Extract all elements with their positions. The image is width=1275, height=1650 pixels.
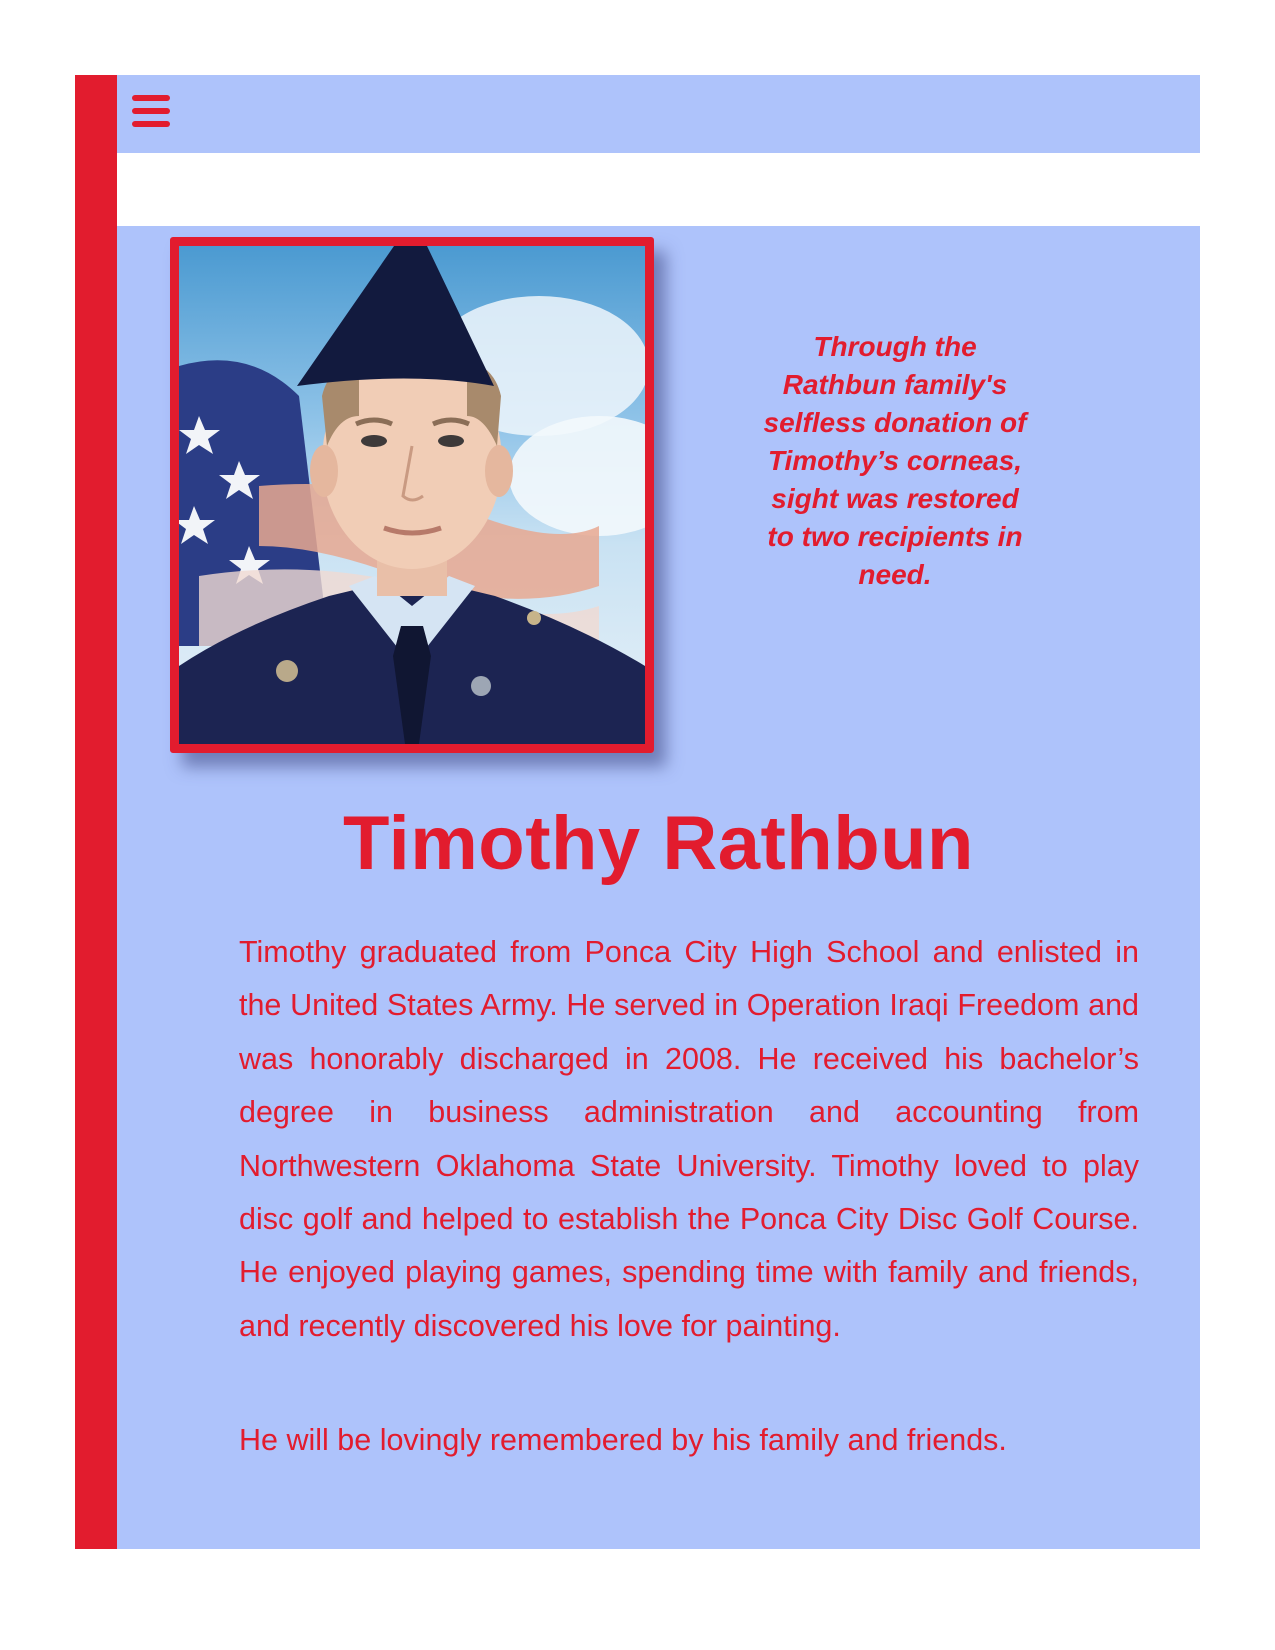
header-band	[117, 75, 1200, 153]
portrait-illustration	[179, 246, 645, 744]
menu-line	[132, 95, 170, 101]
portrait-photo	[170, 237, 654, 753]
biography-text: Timothy graduated from Ponca City High School and enlisted in the United States Army. He served in Operation Iraqi Freedom and was honorably discharged in 2008. He received his bachelor’s degree in business administration and accounting from Northwestern Oklahoma State University. Timothy loved to play disc golf and helped to establish the Ponca City Disc Golf Course. He enjoyed playing games, spending time with family and friends, and recently discovered his love for painting.	[239, 935, 1139, 1343]
menu-line	[132, 121, 170, 127]
left-accent-bar	[75, 75, 117, 1549]
hamburger-menu-icon[interactable]	[132, 94, 170, 130]
donation-quote: Through the Rathbun family's selfless donation of Timothy’s corneas, sight was restored to two recipients in need.	[763, 331, 1027, 590]
page-title: Timothy Rathbun	[343, 801, 974, 886]
closing-text: He will be lovingly remembered by his family and friends.	[239, 1423, 1007, 1457]
menu-line	[132, 108, 170, 114]
